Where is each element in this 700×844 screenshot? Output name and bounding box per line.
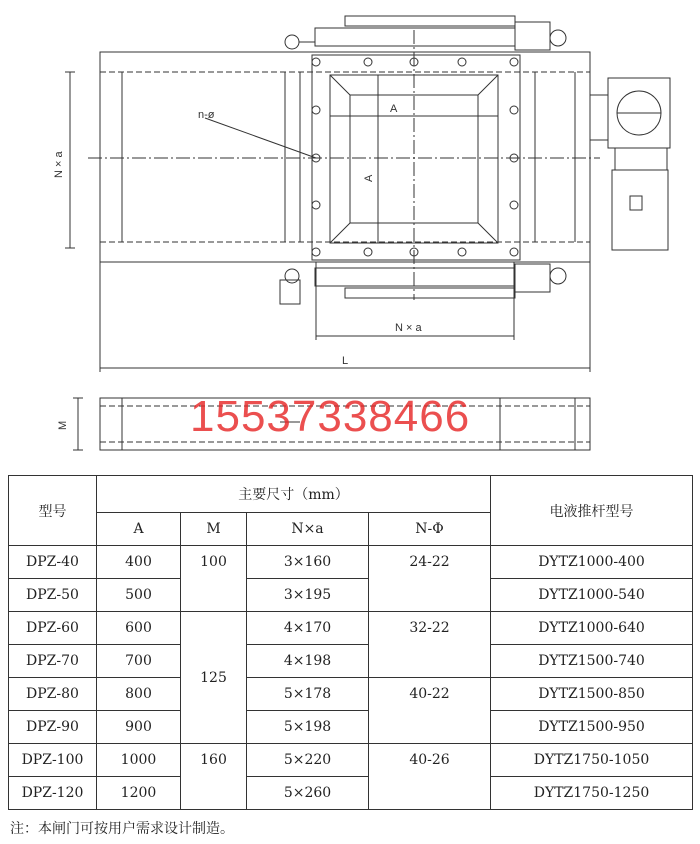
hydraulic-pump-unit	[590, 78, 670, 250]
cell-actuator: DYTZ1000-540	[491, 579, 693, 612]
label-n-phi: n-ø	[198, 109, 215, 121]
cell-model: DPZ-70	[9, 645, 97, 678]
table-row	[9, 546, 693, 579]
cell-model: DPZ-90	[9, 711, 97, 744]
cell-nphi: 40-22	[369, 678, 491, 744]
cell-actuator: DYTZ1500-740	[491, 645, 693, 678]
cell-actuator: DYTZ1000-640	[491, 612, 693, 645]
cell-na: 3×160	[247, 546, 369, 579]
label-m: M	[57, 420, 69, 430]
cell-model: DPZ-120	[9, 777, 97, 810]
header-a: A	[97, 513, 181, 546]
cell-actuator: DYTZ1750-1250	[491, 777, 693, 810]
cell-a: 800	[97, 678, 181, 711]
cell-m: 125	[181, 612, 247, 744]
cell-na: 5×178	[247, 678, 369, 711]
label-length: L	[342, 355, 349, 367]
cell-a: 400	[97, 546, 181, 579]
cell-a: 700	[97, 645, 181, 678]
cell-actuator: DYTZ1500-850	[491, 678, 693, 711]
phone-watermark: 15537338466	[190, 392, 471, 441]
cell-model: DPZ-80	[9, 678, 97, 711]
header-m: M	[181, 513, 247, 546]
header-main-dims: 主要尺寸（mm）	[97, 476, 491, 513]
footnote: 注：本闸门可按用户需求设计制造。	[10, 821, 234, 837]
cell-actuator: DYTZ1500-950	[491, 711, 693, 744]
cell-nphi: 32-22	[369, 612, 491, 678]
cell-na: 5×260	[247, 777, 369, 810]
cell-a: 1000	[97, 744, 181, 777]
cell-actuator: DYTZ1750-1050	[491, 744, 693, 777]
cell-na: 5×220	[247, 744, 369, 777]
cell-na: 4×170	[247, 612, 369, 645]
bottom-actuator-cylinder	[280, 264, 566, 304]
header-na: N×a	[247, 513, 369, 546]
cell-actuator: DYTZ1000-400	[491, 546, 693, 579]
cell-na: 5×198	[247, 711, 369, 744]
cell-nphi: 40-26	[369, 744, 491, 810]
cell-a: 600	[97, 612, 181, 645]
cell-a: 500	[97, 579, 181, 612]
cell-model: DPZ-40	[9, 546, 97, 579]
cell-na: 3×195	[247, 579, 369, 612]
table-row	[9, 645, 693, 678]
table-row	[9, 744, 693, 777]
table-row	[9, 777, 693, 810]
label-n-a-bottom: N × a	[395, 322, 422, 334]
top-actuator-cylinder	[285, 16, 566, 50]
cell-na: 4×198	[247, 645, 369, 678]
label-a-side: A	[363, 174, 375, 182]
table-row	[9, 678, 693, 711]
label-a-top: A	[390, 103, 398, 115]
label-n-a-left: N × a	[53, 151, 65, 178]
header-actuator: 电液推杆型号	[491, 476, 693, 546]
cell-nphi: 24-22	[369, 546, 491, 612]
table-row	[9, 711, 693, 744]
header-model: 型号	[9, 476, 97, 546]
cell-model: DPZ-60	[9, 612, 97, 645]
cell-a: 900	[97, 711, 181, 744]
header-nphi: N-Φ	[369, 513, 491, 546]
cell-model: DPZ-50	[9, 579, 97, 612]
cell-model: DPZ-100	[9, 744, 97, 777]
cell-m: 160	[181, 744, 247, 810]
frame-outline	[100, 52, 590, 262]
table-row	[9, 579, 693, 612]
table-row	[9, 612, 693, 645]
cell-a: 1200	[97, 777, 181, 810]
cell-m: 100	[181, 546, 247, 612]
specification-table	[8, 475, 693, 810]
